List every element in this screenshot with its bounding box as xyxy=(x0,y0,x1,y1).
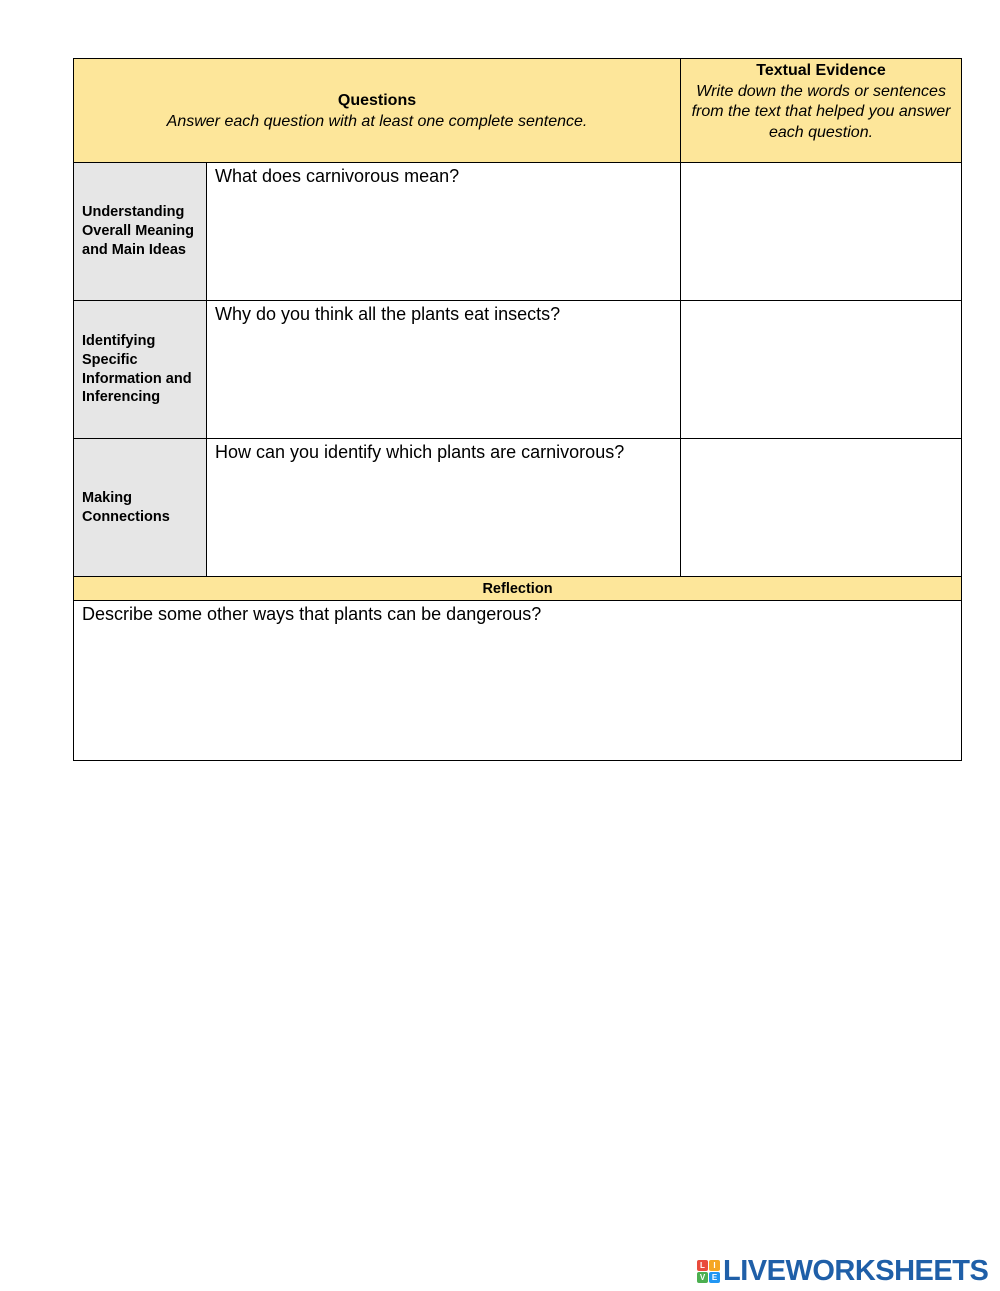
evidence-box-2[interactable] xyxy=(681,301,962,439)
logo-letter: I xyxy=(709,1260,720,1271)
evidence-header xyxy=(681,59,962,163)
skill-label-text: Making Connections xyxy=(82,489,170,525)
question-row xyxy=(74,439,962,577)
questions-subtitle: Answer each question with at least one complete sentence. xyxy=(166,112,588,130)
evidence-title: Textual Evidence xyxy=(756,62,886,79)
question-row xyxy=(74,301,962,439)
skill-label xyxy=(74,301,207,439)
answer-box-3[interactable] xyxy=(207,439,681,577)
reflection-question: Describe some other ways that plants can be dangerous? xyxy=(82,604,542,624)
reflection-header-row xyxy=(74,577,962,601)
evidence-subtitle: Write down the words or sentences from the text that helped you answer each question. xyxy=(691,82,951,141)
question-row xyxy=(74,163,962,301)
logo-icon xyxy=(697,1260,720,1283)
questions-header xyxy=(74,59,681,163)
liveworksheets-logo xyxy=(697,1256,988,1286)
logo-letter: E xyxy=(709,1272,720,1283)
questions-title: Questions xyxy=(337,91,417,109)
evidence-box-3[interactable] xyxy=(681,439,962,577)
skill-label xyxy=(74,163,207,301)
reflection-answer-box[interactable] xyxy=(74,601,962,761)
skill-label xyxy=(74,439,207,577)
skill-label-text: Understanding Overall Meaning and Main Ideas xyxy=(82,204,195,258)
header-row xyxy=(74,59,962,163)
logo-letter: V xyxy=(697,1272,708,1283)
brand-name: LIVEWORKSHEETS xyxy=(723,1255,989,1287)
reflection-row xyxy=(74,601,962,761)
question-text: What does carnivorous mean? xyxy=(215,166,460,186)
question-text: How can you identify which plants are carnivorous? xyxy=(215,442,625,462)
logo-letter: L xyxy=(697,1260,708,1271)
answer-box-1[interactable] xyxy=(207,163,681,301)
evidence-box-1[interactable] xyxy=(681,163,962,301)
reflection-title: Reflection xyxy=(74,577,962,601)
worksheet-table xyxy=(73,58,962,761)
skill-label-text: Identifying Specific Information and Inferencing xyxy=(82,333,192,406)
question-text: Why do you think all the plants eat insects? xyxy=(215,304,561,324)
answer-box-2[interactable] xyxy=(207,301,681,439)
